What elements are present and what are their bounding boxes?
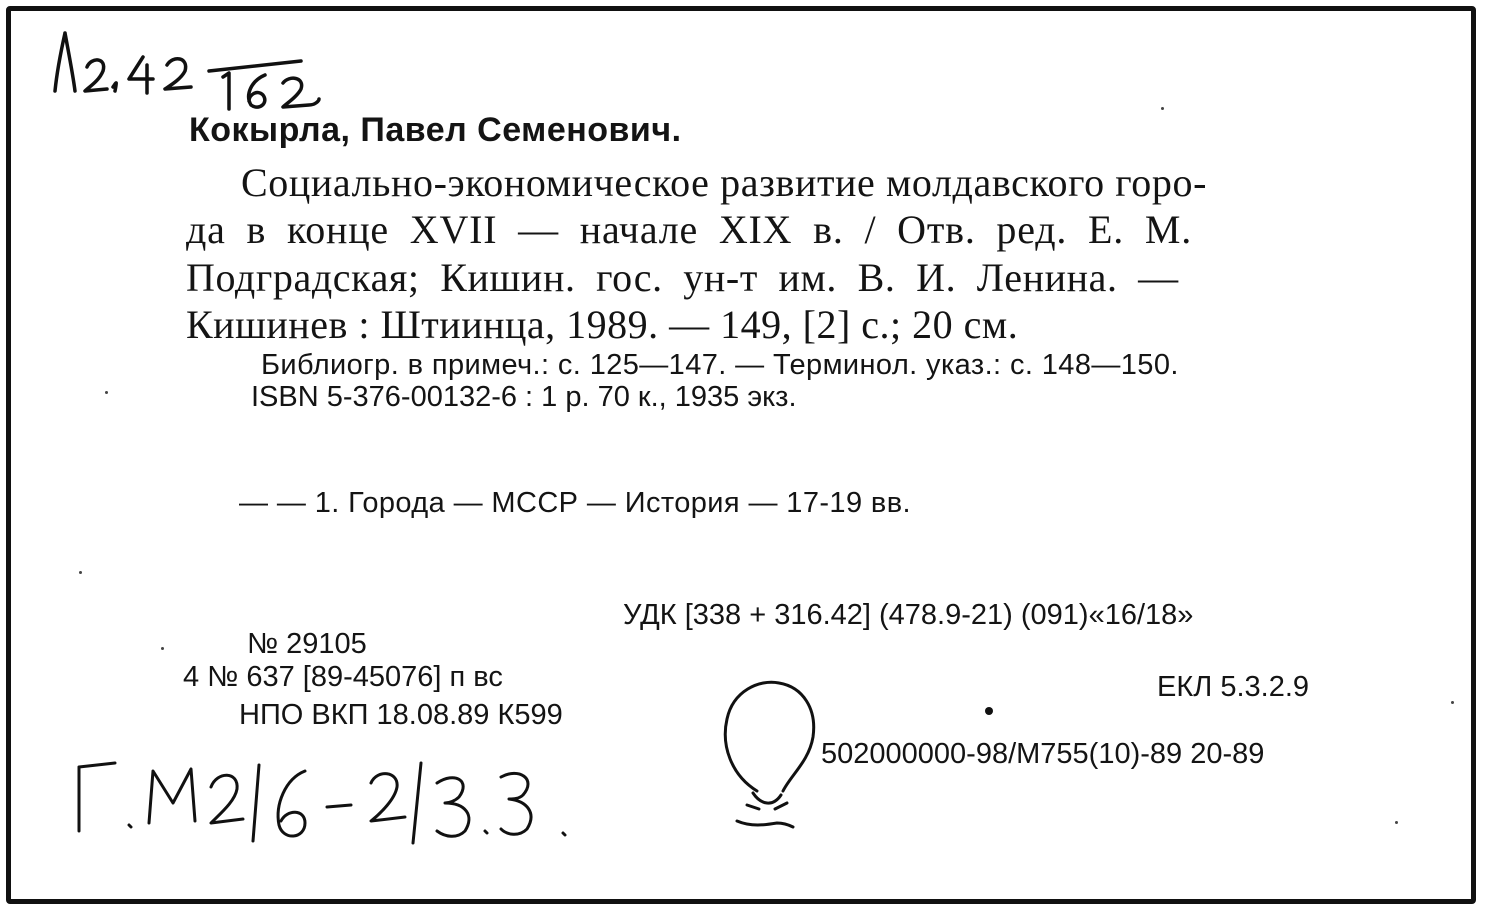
npo-line: НПО ВКП 18.08.89 К599 <box>239 699 563 731</box>
title-line-3: Подградская; Кишин. гос. ун-т им. В. И. Ленина. — <box>186 255 1179 300</box>
handwritten-shelfmark-bottom <box>65 751 605 851</box>
bullet-dot <box>985 707 993 715</box>
record-number: № 29105 <box>247 628 367 660</box>
udk-classification: УДК [338 + 316.42] (478.9-21) (091)«16/18» <box>623 599 1194 631</box>
catalog-card <box>6 6 1476 904</box>
title-line-1: Социально-экономическое развитие молдавского горо- <box>241 160 1208 205</box>
speck <box>161 647 164 650</box>
isbn-note: ISBN 5-376-00132-6 : 1 р. 70 к., 1935 экз. <box>251 381 797 413</box>
author-heading: Кокырла, Павел Семенович. <box>189 111 682 149</box>
title-line-4: Кишинев : Штиинца, 1989. — 149, [2] с.; 20 см. <box>186 302 1019 347</box>
speck <box>105 391 108 394</box>
title-line-2: да в конце XVII — начале XIX в. / Отв. ред. Е. М. <box>186 207 1192 252</box>
speck <box>1451 701 1454 704</box>
handwritten-shelfmark-top <box>51 21 351 111</box>
publication-code: 502000000-98/М755(10)-89 20-89 <box>821 738 1265 770</box>
ekl-code: ЕКЛ 5.3.2.9 <box>1157 671 1310 703</box>
bibliography-note: Библиогр. в примеч.: с. 125—147. — Терминол. указ.: с. 148—150. <box>261 349 1179 381</box>
speck <box>79 571 82 574</box>
print-order: 4 № 637 [89-45076] п вс <box>183 661 503 693</box>
speck <box>1161 107 1164 110</box>
subject-heading: — — 1. Города — МССР — История — 17-19 вв. <box>239 487 912 519</box>
speck <box>1395 821 1398 824</box>
punch-hole-outline <box>717 675 827 835</box>
